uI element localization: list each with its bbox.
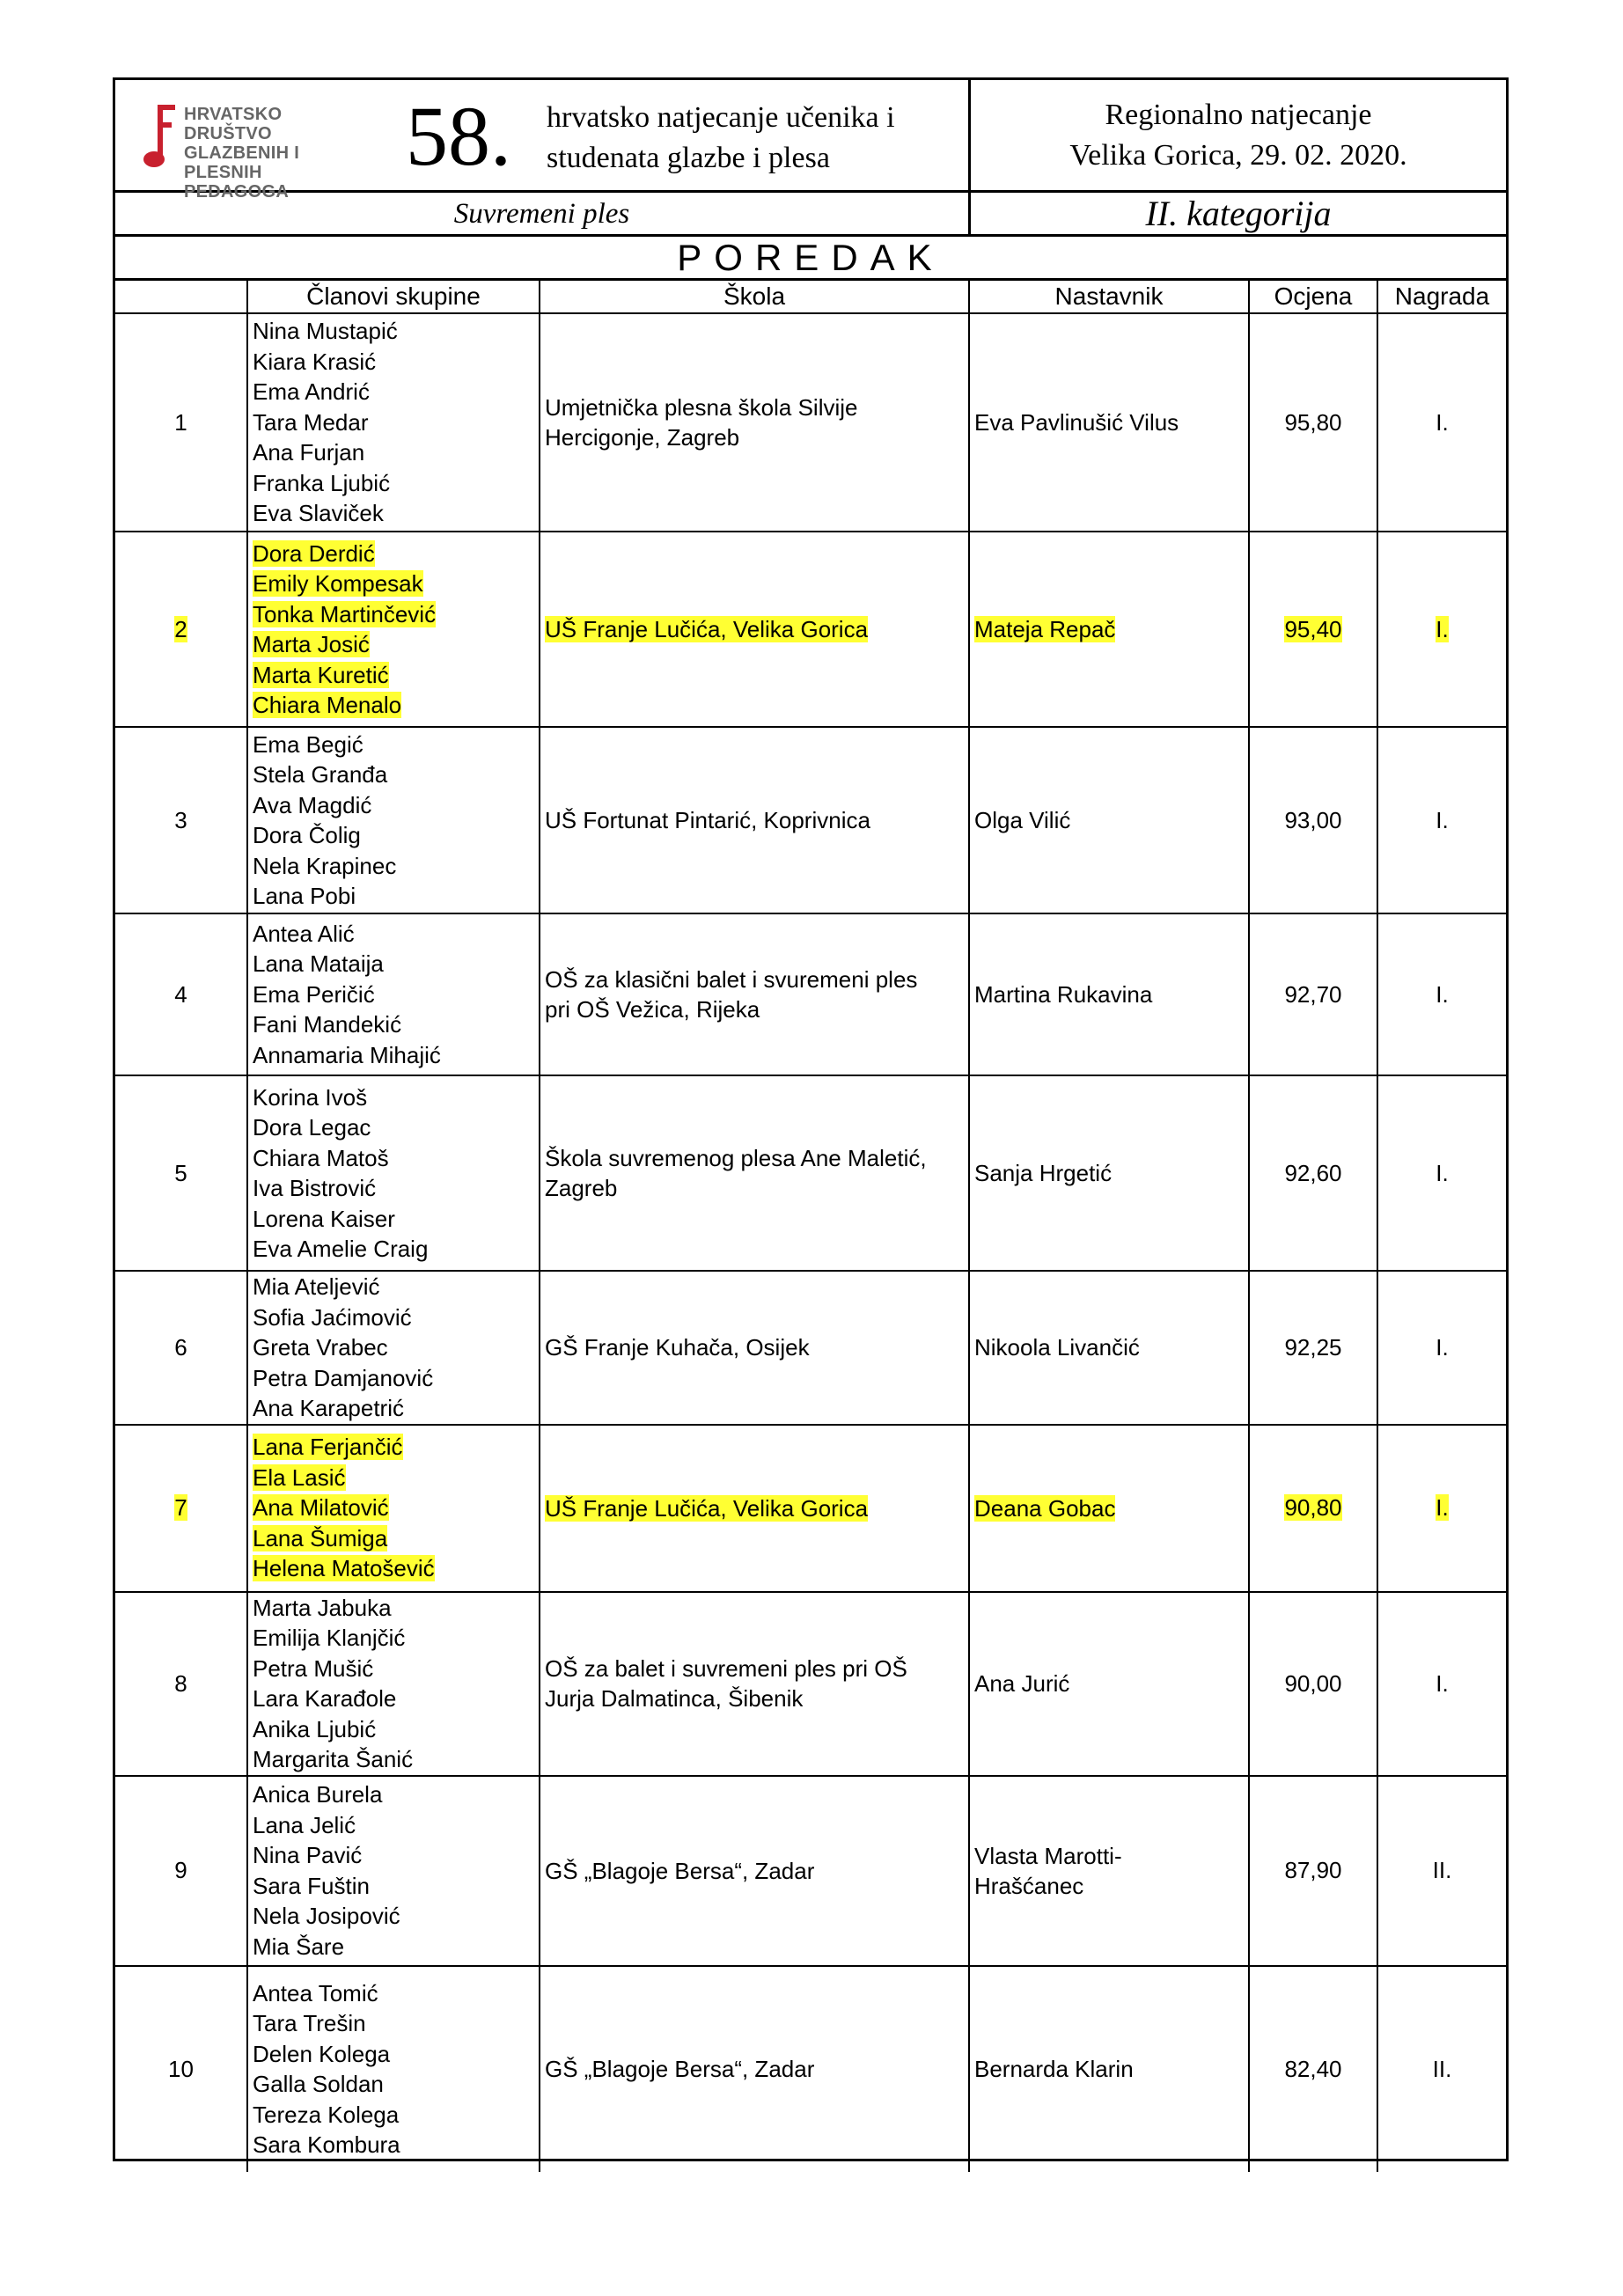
table-row — [115, 532, 1506, 727]
award-value: I. — [1436, 408, 1449, 436]
member-name: Marta Jabuka — [253, 1594, 392, 1621]
member-name: Marta Josić — [253, 631, 370, 657]
school-cell — [540, 1592, 969, 1776]
teacher-line — [974, 1158, 1244, 1188]
member-name-line — [253, 660, 534, 691]
teacher-cell — [969, 1425, 1249, 1592]
rank-value: 2 — [174, 615, 187, 642]
member-name-line — [253, 1040, 534, 1071]
award-cell — [1377, 727, 1506, 913]
edition-number: 58. — [406, 89, 511, 183]
school-text: Umjetnička plesna škola Silvije — [545, 394, 858, 421]
teacher-cell — [969, 1271, 1249, 1425]
school-cell — [540, 1776, 969, 1966]
school-text: GŠ „Blagoje Bersa“, Zadar — [545, 1857, 815, 1884]
member-name-line — [253, 1393, 534, 1424]
member-name: Lana Ferjančić — [253, 1434, 403, 1461]
score-cell — [1249, 727, 1377, 913]
award-value: II. — [1432, 2055, 1452, 2082]
teacher-text: Sanja Hrgetić — [974, 1160, 1113, 1186]
teacher-line — [974, 805, 1244, 835]
member-name: Antea Tomić — [253, 1979, 378, 2006]
member-name-line — [253, 1463, 534, 1493]
member-name: Lorena Kaiser — [253, 1205, 395, 1232]
member-name: Iva Bistrović — [253, 1175, 377, 1201]
rank-value: 8 — [174, 1669, 187, 1697]
member-name: Greta Vrabec — [253, 1334, 388, 1361]
teacher-line — [974, 979, 1244, 1009]
award-value: II. — [1432, 1857, 1452, 1883]
member-name-line — [253, 1978, 534, 2009]
school-line — [545, 965, 964, 994]
teacher-text: Vlasta Marotti- — [974, 1842, 1122, 1869]
teacher-line — [974, 407, 1244, 437]
member-name-line — [253, 979, 534, 1010]
school-text: Škola suvremenog plesa Ane Maletić, — [545, 1145, 927, 1171]
member-name: Nina Pavić — [253, 1842, 363, 1868]
rank-cell — [115, 1425, 247, 1592]
member-name: Ana Furjan — [253, 439, 365, 466]
member-name-line — [253, 1234, 534, 1265]
member-name-line — [253, 1871, 534, 1902]
results-sheet — [113, 77, 1509, 2161]
teacher-cell — [969, 1592, 1249, 1776]
school-line — [545, 614, 964, 644]
teacher-text: Eva Pavlinušić Vilus — [974, 409, 1179, 436]
table-row — [115, 1271, 1506, 1425]
member-name: Ana Karapetrić — [253, 1395, 404, 1421]
school-text: UŠ Franje Lučića, Velika Gorica — [545, 616, 869, 642]
school-text: GŠ Franje Kuhača, Osijek — [545, 1334, 810, 1361]
member-name-line — [253, 1593, 534, 1624]
school-text: OŠ za klasični balet i svuremeni ples — [545, 966, 918, 993]
school-text: pri OŠ Vežica, Rijeka — [545, 996, 760, 1023]
school-text: UŠ Franje Lučića, Velika Gorica — [545, 1494, 869, 1522]
member-name-line — [253, 1683, 534, 1714]
member-name-line — [253, 2069, 534, 2100]
member-name-line — [253, 1332, 534, 1363]
subheader — [115, 193, 1506, 237]
award-cell — [1377, 532, 1506, 727]
school-text: OŠ za balet i suvremeni ples pri OŠ — [545, 1655, 907, 1682]
member-name: Chiara Menalo — [253, 692, 402, 718]
teacher-text: Martina Rukavina — [974, 981, 1153, 1008]
score-cell — [1249, 532, 1377, 727]
member-name-line — [253, 1523, 534, 1554]
school-text: Zagreb — [545, 1175, 618, 1201]
teacher-text: Deana Gobac — [974, 1494, 1116, 1522]
score-cell — [1249, 313, 1377, 532]
member-name-line — [253, 690, 534, 721]
member-name: Dora Legac — [253, 1114, 371, 1141]
member-name-line — [253, 377, 534, 407]
school-text: Hercigonje, Zagreb — [545, 424, 740, 451]
member-name-line — [253, 790, 534, 821]
rank-cell — [115, 727, 247, 913]
member-name-line — [253, 2100, 534, 2131]
member-name: Helena Matošević — [253, 1555, 435, 1582]
score-cell — [1249, 1966, 1377, 2172]
member-name: Emilija Klanjčić — [253, 1625, 406, 1651]
rank-cell — [115, 1075, 247, 1271]
score-value: 90,80 — [1284, 1494, 1342, 1521]
rank-cell — [115, 313, 247, 532]
member-name-line — [253, 1173, 534, 1204]
members-cell — [247, 1776, 540, 1966]
teacher-text: Bernarda Klarin — [974, 2056, 1134, 2082]
school-cell — [540, 313, 969, 532]
members-cell — [247, 1966, 540, 2172]
rank-value: 10 — [168, 2055, 194, 2082]
score-value: 93,00 — [1284, 806, 1342, 833]
member-name: Ana Milatović — [253, 1494, 389, 1522]
member-name-line — [253, 1272, 534, 1302]
member-name: Anica Burela — [253, 1781, 383, 1808]
members-cell — [247, 532, 540, 727]
school-line — [545, 1493, 964, 1523]
member-name-line — [253, 1363, 534, 1394]
teacher-text: Nikoola Livančić — [974, 1334, 1140, 1361]
member-name: Lana Pobi — [253, 883, 356, 909]
award-cell — [1377, 1966, 1506, 2172]
member-name-line — [253, 1901, 534, 1932]
member-name-line — [253, 1143, 534, 1174]
teacher-line — [974, 1493, 1244, 1523]
score-value: 95,80 — [1284, 408, 1342, 436]
score-cell — [1249, 1425, 1377, 1592]
award-cell — [1377, 1776, 1506, 1966]
teacher-line — [974, 614, 1244, 644]
members-cell — [247, 913, 540, 1075]
member-name: Korina Ivoš — [253, 1083, 368, 1111]
member-name-line — [253, 1810, 534, 1841]
member-name: Petra Mušić — [253, 1654, 374, 1682]
table-row — [115, 1592, 1506, 1776]
rank-cell — [115, 532, 247, 727]
members-cell — [247, 313, 540, 532]
col-header-award: Nagrada — [1377, 281, 1506, 313]
member-name: Annamaria Mihajić — [253, 1041, 441, 1068]
school-text: Jurja Dalmatinca, Šibenik — [545, 1685, 804, 1712]
teacher-text: Olga Vilić — [974, 807, 1071, 833]
member-name-line — [253, 851, 534, 882]
member-name-line — [253, 316, 534, 347]
member-name: Dora Čolig — [253, 822, 361, 848]
col-header-school: Škola — [540, 281, 969, 313]
col-header-members: Članovi skupine — [247, 281, 540, 313]
rank-value: 7 — [174, 1494, 187, 1521]
member-name: Nina Mustapić — [253, 318, 398, 345]
member-name-line — [253, 1840, 534, 1871]
score-value: 92,70 — [1284, 980, 1342, 1008]
teacher-line — [974, 1332, 1244, 1362]
table-row — [115, 1776, 1506, 1966]
score-value: 87,90 — [1284, 1857, 1342, 1883]
member-name-line — [253, 1654, 534, 1684]
member-name: Lana Mataija — [253, 950, 384, 978]
score-cell — [1249, 1776, 1377, 1966]
members-cell — [247, 1075, 540, 1271]
member-name-line — [253, 1623, 534, 1654]
award-value: I. — [1436, 1669, 1449, 1697]
member-name: Mia Ateljević — [253, 1273, 380, 1300]
teacher-cell — [969, 727, 1249, 913]
school-cell — [540, 1271, 969, 1425]
members-cell — [247, 1271, 540, 1425]
award-cell — [1377, 1075, 1506, 1271]
award-cell — [1377, 1271, 1506, 1425]
school-cell — [540, 727, 969, 913]
member-name-line — [253, 2008, 534, 2039]
member-name: Antea Alić — [253, 920, 355, 947]
members-cell — [247, 1425, 540, 1592]
award-cell — [1377, 313, 1506, 532]
member-name-line — [253, 881, 534, 912]
school-text: UŠ Fortunat Pintarić, Koprivnica — [545, 807, 870, 833]
member-name-line — [253, 1779, 534, 1810]
teacher-line — [974, 1669, 1244, 1698]
member-name-line — [253, 539, 534, 569]
rank-cell — [115, 913, 247, 1075]
rank-cell — [115, 1776, 247, 1966]
member-name-line — [253, 599, 534, 630]
member-name-line — [253, 1493, 534, 1523]
competition-title-line-1: hrvatsko natjecanje učenika i — [547, 101, 895, 134]
member-name-line — [253, 1932, 534, 1962]
teacher-cell — [969, 532, 1249, 727]
rank-cell — [115, 1592, 247, 1776]
award-value: I. — [1436, 980, 1449, 1008]
school-line — [545, 422, 964, 452]
score-value: 82,40 — [1284, 2055, 1342, 2082]
member-name-line — [253, 1553, 534, 1584]
logo-line-3: PEDAGOGA — [184, 182, 290, 202]
award-value: I. — [1436, 615, 1449, 642]
member-name: Fani Mandekić — [253, 1011, 402, 1038]
members-cell — [247, 1592, 540, 1776]
teacher-line — [974, 1841, 1244, 1871]
member-name: Tonka Martinčević — [253, 600, 437, 627]
teacher-text: Ana Jurić — [974, 1670, 1070, 1697]
teacher-line — [974, 2054, 1244, 2084]
members-cell — [247, 727, 540, 913]
member-name-line — [253, 347, 534, 378]
member-name: Sofia Jaćimović — [253, 1303, 412, 1331]
member-name: Delen Kolega — [253, 2040, 391, 2067]
school-cell — [540, 1966, 969, 2172]
school-text: GŠ „Blagoje Bersa“, Zadar — [545, 2056, 815, 2082]
score-cell — [1249, 1075, 1377, 1271]
table-row — [115, 313, 1506, 532]
logo-text — [184, 105, 369, 202]
member-name: Franka Ljubić — [253, 469, 391, 496]
member-name-line — [253, 1009, 534, 1040]
teacher-cell — [969, 1776, 1249, 1966]
member-name: Stela Granđa — [253, 761, 388, 788]
member-name: Ema Peričić — [253, 980, 375, 1008]
competition-title — [547, 98, 895, 179]
member-name: Petra Damjanović — [253, 1364, 434, 1391]
score-value: 90,00 — [1284, 1669, 1342, 1697]
table-row — [115, 727, 1506, 913]
music-note-logo-icon — [140, 101, 184, 172]
teacher-cell — [969, 313, 1249, 532]
header — [115, 80, 1506, 202]
table-row — [115, 1075, 1506, 1271]
ranking-title: POREDAK — [115, 237, 1506, 281]
member-name-line — [253, 437, 534, 468]
teacher-cell — [969, 1966, 1249, 2172]
school-cell — [540, 913, 969, 1075]
member-name: Ela Lasić — [253, 1463, 346, 1491]
member-name: Tara Trešin — [253, 2010, 366, 2036]
teacher-cell — [969, 913, 1249, 1075]
score-value: 95,40 — [1284, 615, 1342, 642]
teacher-cell — [969, 1075, 1249, 1271]
rank-cell — [115, 1966, 247, 2172]
member-name-line — [253, 1082, 534, 1113]
rank-value: 9 — [174, 1857, 187, 1883]
award-value: I. — [1436, 1159, 1449, 1186]
member-name: Marta Kuretić — [253, 661, 389, 688]
score-cell — [1249, 1592, 1377, 1776]
table-row — [115, 1966, 1506, 2172]
header-right — [971, 80, 1506, 190]
col-header-score: Ocjena — [1249, 281, 1377, 313]
award-value: I. — [1436, 806, 1449, 833]
member-name-line — [253, 629, 534, 660]
member-name: Tara Medar — [253, 408, 369, 436]
school-line — [545, 1654, 964, 1683]
member-name: Sara Kombura — [253, 2131, 400, 2158]
results-table — [115, 281, 1506, 2172]
member-name: Margarita Šanić — [253, 1746, 414, 1772]
table-row — [115, 1425, 1506, 1592]
member-name-line — [253, 730, 534, 760]
logo-line-2: GLAZBENIH I PLESNIH — [184, 143, 300, 182]
score-cell — [1249, 1271, 1377, 1425]
school-line — [545, 392, 964, 422]
col-header-teacher: Nastavnik — [969, 281, 1249, 313]
member-name: Eva Amelie Craig — [253, 1236, 429, 1262]
award-cell — [1377, 1592, 1506, 1776]
member-name-line — [253, 498, 534, 529]
member-name-line — [253, 1302, 534, 1333]
member-name-line — [253, 407, 534, 438]
member-name-line — [253, 2130, 534, 2160]
member-name-line — [253, 1744, 534, 1775]
member-name-line — [253, 820, 534, 851]
school-cell — [540, 1075, 969, 1271]
rank-value: 3 — [174, 806, 187, 833]
member-name: Anika Ljubić — [253, 1715, 377, 1742]
member-name: Eva Slaviček — [253, 500, 384, 527]
member-name: Tereza Kolega — [253, 2101, 400, 2128]
member-name: Lana Šumiga — [253, 1524, 388, 1551]
organization-logo — [140, 101, 369, 202]
member-name-line — [253, 919, 534, 950]
member-name-line — [253, 949, 534, 979]
school-line — [545, 1856, 964, 1886]
member-name: Emily Kompesak — [253, 570, 423, 597]
competition-title-line-2: studenata glazbe i plesa — [547, 142, 830, 174]
category: II. kategorija — [1145, 194, 1332, 233]
col-header-rank — [115, 281, 247, 313]
member-name: Kiara Krasić — [253, 348, 377, 375]
rank-value: 1 — [174, 408, 187, 436]
member-name: Nela Josipović — [253, 1903, 400, 1929]
member-name-line — [253, 468, 534, 499]
table-row — [115, 913, 1506, 1075]
header-left — [115, 80, 971, 202]
member-name-line — [253, 2039, 534, 2070]
rank-value: 4 — [174, 980, 187, 1008]
member-name: Lana Jelić — [253, 1811, 356, 1838]
member-name: Ema Andrić — [253, 378, 370, 406]
award-cell — [1377, 913, 1506, 1075]
teacher-text: Mateja Repač — [974, 616, 1116, 642]
member-name-line — [253, 1112, 534, 1143]
award-value: I. — [1436, 1333, 1449, 1361]
table-header-row — [115, 281, 1506, 313]
score-value: 92,60 — [1284, 1159, 1342, 1186]
award-cell — [1377, 1425, 1506, 1592]
discipline: Suvremeni ples — [115, 193, 971, 234]
school-cell — [540, 1425, 969, 1592]
rank-value: 5 — [174, 1159, 187, 1186]
teacher-text: Hrašćanec — [974, 1872, 1084, 1899]
school-line — [545, 805, 964, 835]
member-name-line — [253, 1714, 534, 1745]
rank-value: 6 — [174, 1333, 187, 1361]
school-line — [545, 1173, 964, 1203]
member-name: Nela Krapinec — [253, 852, 397, 879]
member-name: Lara Karađole — [253, 1685, 397, 1712]
member-name-line — [253, 759, 534, 790]
member-name: Mia Šare — [253, 1933, 345, 1960]
member-name-line — [253, 1204, 534, 1235]
score-value: 92,25 — [1284, 1333, 1342, 1361]
member-name: Chiara Matoš — [253, 1144, 389, 1171]
place-date: Velika Gorica, 29. 02. 2020. — [1069, 138, 1407, 172]
school-line — [545, 1143, 964, 1173]
teacher-line — [974, 1871, 1244, 1901]
competition-level: Regionalno natjecanje — [1105, 98, 1372, 131]
member-name: Ema Begić — [253, 730, 364, 758]
school-cell — [540, 532, 969, 727]
award-value: I. — [1436, 1494, 1449, 1521]
member-name: Ava Magdić — [253, 791, 372, 818]
member-name: Sara Fuštin — [253, 1872, 370, 1899]
logo-line-1: HRVATSKO DRUŠTVO — [184, 105, 283, 143]
member-name: Dora Derdić — [253, 539, 375, 567]
rank-cell — [115, 1271, 247, 1425]
member-name-line — [253, 568, 534, 599]
score-cell — [1249, 913, 1377, 1075]
member-name: Galla Soldan — [253, 2071, 384, 2097]
school-line — [545, 994, 964, 1024]
school-line — [545, 1683, 964, 1713]
member-name-line — [253, 1432, 534, 1463]
school-line — [545, 1332, 964, 1362]
school-line — [545, 2054, 964, 2084]
